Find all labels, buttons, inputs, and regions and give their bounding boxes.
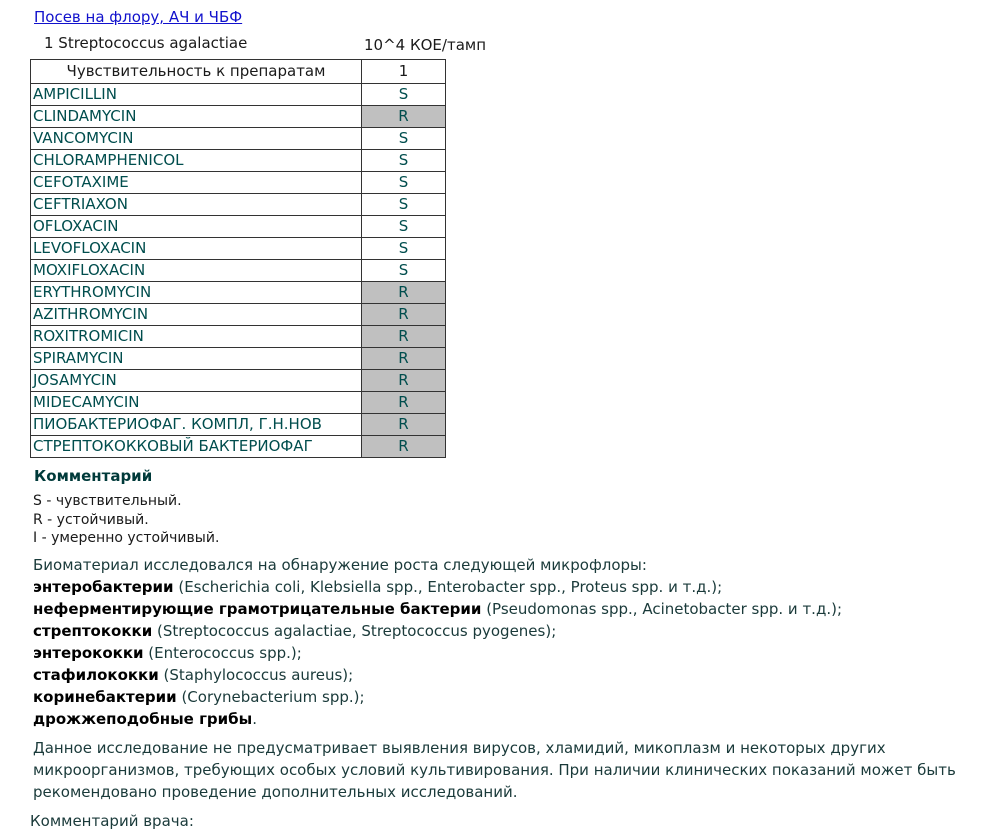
drug-name-cell: CLINDAMYCIN	[31, 106, 362, 128]
drug-name-cell: MOXIFLOXACIN	[31, 260, 362, 282]
table-row	[31, 128, 446, 150]
drug-name-cell: OFLOXACIN	[31, 216, 362, 238]
sensitivity-value-cell: R	[362, 106, 446, 128]
table-row	[31, 326, 446, 348]
drug-name-cell: LEVOFLOXACIN	[31, 238, 362, 260]
drug-name-cell: JOSAMYCIN	[31, 370, 362, 392]
sensitivity-value-cell: R	[362, 392, 446, 414]
group-detail: (Escherichia coli, Klebsiella spp., Enterobacter spp., Proteus spp. и т.д.);	[173, 578, 723, 596]
sensitivity-value-cell: R	[362, 436, 446, 458]
table-row	[31, 414, 446, 436]
group-line	[33, 598, 973, 620]
drug-name-cell: CHLORAMPHENICOL	[31, 150, 362, 172]
table-row	[31, 370, 446, 392]
group-detail: (Corynebacterium spp.);	[176, 688, 365, 706]
table-row	[31, 282, 446, 304]
table-row	[31, 304, 446, 326]
sensitivity-value-cell: S	[362, 172, 446, 194]
titer-value: 10^4 КОЕ/тамп	[364, 36, 487, 54]
drug-name-cell: AZITHROMYCIN	[31, 304, 362, 326]
header-drug: Чувствительность к препаратам	[31, 60, 362, 84]
biomaterial-intro: Биоматериал исследовался на обнаружение роста следующей микрофлоры:	[33, 556, 647, 574]
group-detail: (Pseudomonas spp., Acinetobacter spp. и т.д.);	[481, 600, 842, 618]
group-name: неферментирующие грамотрицательные бактерии	[33, 600, 482, 618]
sensitivity-value-cell: S	[362, 260, 446, 282]
drug-name-cell: ERYTHROMYCIN	[31, 282, 362, 304]
test-title-link[interactable]: Посев на флору, АЧ и ЧБФ	[34, 8, 243, 26]
table-header-row	[31, 60, 446, 84]
table-row	[31, 238, 446, 260]
group-detail: (Enterococcus spp.);	[143, 644, 302, 662]
group-name: коринебактерии	[33, 688, 177, 706]
group-line	[33, 620, 973, 642]
sensitivity-value-cell: S	[362, 216, 446, 238]
drug-name-cell: CEFOTAXIME	[31, 172, 362, 194]
drug-name-cell: ROXITROMICIN	[31, 326, 362, 348]
group-line	[33, 642, 973, 664]
organism-label: 1 Streptococcus agalactiae	[44, 34, 248, 52]
group-detail: (Streptococcus agalactiae, Streptococcus pyogenes);	[152, 622, 557, 640]
group-line	[33, 576, 973, 598]
disclaimer-note: Данное исследование не предусматривает выявления вирусов, хламидий, микоплазм и некоторых других микроорганизмов, требующих особых условий культивирования. При наличии клинических показаний может быть рекомендовано проведение дополнительных исследований.	[33, 739, 956, 801]
table-row	[31, 150, 446, 172]
legend-block	[33, 492, 219, 548]
drug-name-cell: AMPICILLIN	[31, 84, 362, 106]
group-name: энтерококки	[33, 644, 144, 662]
group-line	[33, 708, 973, 730]
table-body	[31, 84, 446, 458]
drug-name-cell: СТРЕПТОКОККОВЫЙ БАКТЕРИОФАГ	[31, 436, 362, 458]
table-row	[31, 106, 446, 128]
group-detail: .	[252, 710, 257, 728]
sensitivity-value-cell: R	[362, 370, 446, 392]
sensitivity-value-cell: R	[362, 414, 446, 436]
sensitivity-value-cell: R	[362, 326, 446, 348]
sensitivity-value-cell: R	[362, 304, 446, 326]
group-line	[33, 686, 973, 708]
sensitivity-value-cell: S	[362, 128, 446, 150]
sensitivity-table	[30, 59, 446, 458]
table-row	[31, 194, 446, 216]
sensitivity-value-cell: R	[362, 282, 446, 304]
group-name: дрожжеподобные грибы	[33, 710, 253, 728]
group-line	[33, 664, 973, 686]
table-row	[31, 172, 446, 194]
sensitivity-value-cell: S	[362, 238, 446, 260]
group-name: энтеробактерии	[33, 578, 174, 596]
sensitivity-value-cell: S	[362, 194, 446, 216]
drug-name-cell: CEFTRIAXON	[31, 194, 362, 216]
table-row	[31, 84, 446, 106]
sensitivity-value-cell: R	[362, 348, 446, 370]
group-detail: (Staphylococcus aureus);	[158, 666, 354, 684]
table-row	[31, 348, 446, 370]
drug-name-cell: MIDECAMYCIN	[31, 392, 362, 414]
legend-i: I - умеренно устойчивый.	[33, 530, 220, 546]
legend-r: R - устойчивый.	[33, 511, 149, 528]
legend-s: S - чувствительный.	[33, 493, 182, 509]
group-name: стрептококки	[33, 622, 153, 640]
table-row	[31, 436, 446, 458]
biomaterial-block	[33, 554, 973, 730]
doctor-comment-heading: Комментарий врача:	[30, 812, 194, 830]
comment-heading: Комментарий	[34, 467, 153, 485]
group-name: стафилококки	[33, 666, 159, 684]
table-row	[31, 216, 446, 238]
sensitivity-value-cell: S	[362, 150, 446, 172]
sensitivity-value-cell: S	[362, 84, 446, 106]
table-row	[31, 260, 446, 282]
header-column-1: 1	[362, 60, 446, 84]
drug-name-cell: VANCOMYCIN	[31, 128, 362, 150]
drug-name-cell: SPIRAMYCIN	[31, 348, 362, 370]
drug-name-cell: ПИОБАКТЕРИОФАГ. КОМПЛ, Г.Н.НОВ	[31, 414, 362, 436]
table-row	[31, 392, 446, 414]
